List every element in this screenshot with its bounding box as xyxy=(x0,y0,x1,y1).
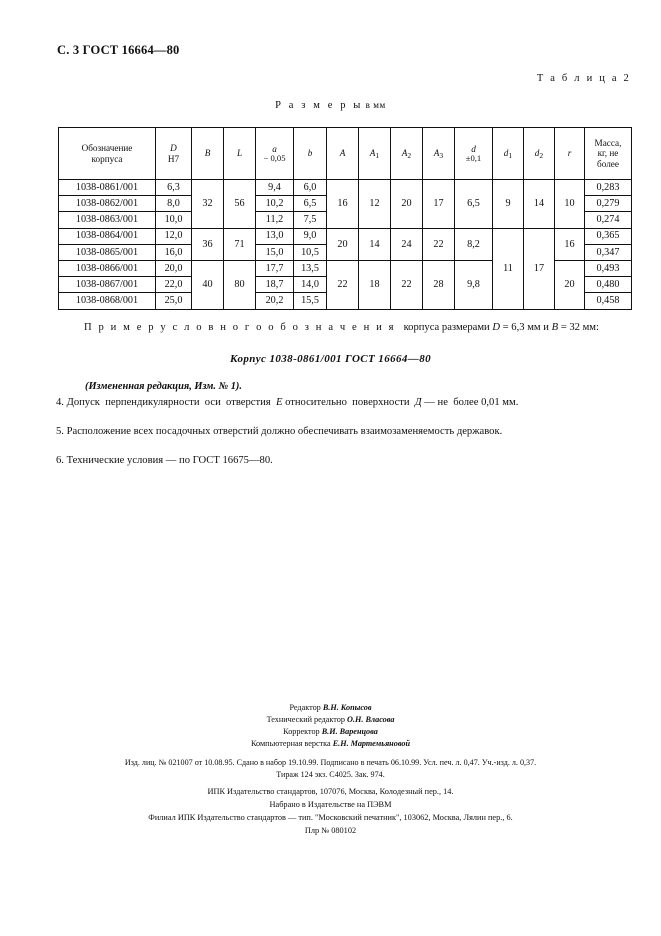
cell-d: 8,2 xyxy=(455,228,493,260)
cell-a: 13,0 xyxy=(256,228,294,244)
cell-a: 15,0 xyxy=(256,244,294,260)
cell-B: 40 xyxy=(192,260,224,309)
example-prefix: П р и м е р у с л о в н о г о о б о з н а ч е н и я xyxy=(84,322,396,333)
th-d2: $d_2$ xyxy=(524,128,555,180)
paragraph-4: 4. Допуск перпендикулярности оси отверстия Е относительно поверхности Д — не более 0,01 мм. xyxy=(56,397,519,408)
cell-L: 71 xyxy=(224,228,256,260)
cell-b: 6,5 xyxy=(294,196,327,212)
units-label-small: в мм xyxy=(365,100,386,110)
paragraph-6: 6. Технические условия — по ГОСТ 16675—80. xyxy=(56,455,273,466)
th-A3: $A_3$ xyxy=(423,128,455,180)
cell-d1: 11 xyxy=(493,228,524,309)
th-d1: $d_1$ xyxy=(493,128,524,180)
th-b: b xyxy=(294,128,327,180)
cell-A3: 22 xyxy=(423,228,455,260)
page-header: С. 3 ГОСТ 16664—80 xyxy=(57,43,180,57)
cell-b: 13,5 xyxy=(294,260,327,276)
th-r: r xyxy=(555,128,585,180)
cell-D: 16,0 xyxy=(156,244,192,260)
imprint-block xyxy=(0,757,661,781)
cell-d1: 9 xyxy=(493,180,524,229)
dimensions-table-wrapper xyxy=(58,127,631,310)
credit-name: Е.Н. Мартемьяновой xyxy=(332,739,411,749)
cell-designation: 1038-0863/001 xyxy=(59,212,156,228)
table-body xyxy=(59,180,632,310)
cell-a: 20,2 xyxy=(256,293,294,309)
cell-A1: 18 xyxy=(359,260,391,309)
credit-line xyxy=(0,702,661,714)
cell-d: 6,5 xyxy=(455,180,493,229)
table-row xyxy=(59,180,632,196)
cell-D: 6,3 xyxy=(156,180,192,196)
cell-a: 9,4 xyxy=(256,180,294,196)
designation-example: Корпус 1038-0861/001 ГОСТ 16664—80 xyxy=(230,353,431,365)
cell-B: 32 xyxy=(192,180,224,229)
cell-d2: 17 xyxy=(524,228,555,309)
publisher-block xyxy=(0,786,661,837)
cell-designation: 1038-0864/001 xyxy=(59,228,156,244)
cell-D: 20,0 xyxy=(156,260,192,276)
cell-b: 10,5 xyxy=(294,244,327,260)
editorial-credits xyxy=(0,702,661,751)
cell-D: 8,0 xyxy=(156,196,192,212)
th-designation: Обозначение корпуса xyxy=(59,128,156,180)
cell-designation: 1038-0861/001 xyxy=(59,180,156,196)
cell-A2: 22 xyxy=(391,260,423,309)
publisher-line-2: Набрано в Издательстве на ПЭВМ xyxy=(269,799,392,809)
publisher-line-1: ИПК Издательство стандартов, 107076, Москва, Колодезный пер., 14. xyxy=(207,787,454,796)
th-d: d ±0,1 xyxy=(455,128,493,180)
cell-b: 9,0 xyxy=(294,228,327,244)
cell-designation: 1038-0868/001 xyxy=(59,293,156,309)
cell-designation: 1038-0867/001 xyxy=(59,277,156,293)
cell-A: 16 xyxy=(327,180,359,229)
cell-D: 22,0 xyxy=(156,277,192,293)
dimensions-table xyxy=(58,127,632,310)
cell-b: 15,5 xyxy=(294,293,327,309)
publisher-line-4: Плр № 080102 xyxy=(304,825,357,835)
cell-A2: 20 xyxy=(391,180,423,229)
credit-role: Корректор xyxy=(283,727,322,737)
imprint-line-2: Тираж 124 экз. С4025. Зак. 974. xyxy=(276,770,385,780)
th-a: a − 0,05 xyxy=(256,128,294,180)
example-rest: корпуса размерами D = 6,3 мм и B = 32 мм: xyxy=(398,322,599,333)
cell-designation: 1038-0865/001 xyxy=(59,244,156,260)
cell-mass: 0,493 xyxy=(585,260,632,276)
cell-A: 20 xyxy=(327,228,359,260)
cell-b: 6,0 xyxy=(294,180,327,196)
cell-designation: 1038-0862/001 xyxy=(59,196,156,212)
cell-mass: 0,458 xyxy=(585,293,632,309)
cell-a: 17,7 xyxy=(256,260,294,276)
credit-name: В.И. Варенцова xyxy=(321,727,378,737)
cell-r: 20 xyxy=(555,260,585,309)
cell-mass: 0,274 xyxy=(585,212,632,228)
credit-role: Компьютерная верстка xyxy=(250,739,333,749)
cell-A2: 24 xyxy=(391,228,423,260)
th-mass: Масса, кг, не более xyxy=(585,128,632,180)
revision-note: (Измененная редакция, Изм. № 1). xyxy=(85,381,242,392)
credit-name: В.Н. Копысов xyxy=(322,703,372,712)
th-B: B xyxy=(192,128,224,180)
cell-r: 10 xyxy=(555,180,585,229)
cell-D: 25,0 xyxy=(156,293,192,309)
publisher-line-3: Филиал ИПК Издательство стандартов — тип. "Московский печатник", 103062, Москва, Лялин пер., 6. xyxy=(148,812,513,822)
cell-A1: 12 xyxy=(359,180,391,229)
cell-b: 7,5 xyxy=(294,212,327,228)
cell-L: 80 xyxy=(224,260,256,309)
credit-name: О.Н. Власова xyxy=(347,715,395,725)
example-designation-line xyxy=(58,322,633,333)
table-header-row xyxy=(59,128,632,180)
table-number-caption: Т а б л и ц а 2 xyxy=(536,73,631,84)
credit-role: Технический редактор xyxy=(266,715,348,725)
cell-B: 36 xyxy=(192,228,224,260)
table-row xyxy=(59,228,632,244)
credit-role: Редактор xyxy=(289,703,323,712)
cell-mass: 0,283 xyxy=(585,180,632,196)
credit-line xyxy=(0,714,661,726)
cell-b: 14,0 xyxy=(294,277,327,293)
cell-D: 10,0 xyxy=(156,212,192,228)
cell-r: 16 xyxy=(555,228,585,260)
cell-A: 22 xyxy=(327,260,359,309)
credit-line xyxy=(0,738,661,750)
cell-A3: 28 xyxy=(423,260,455,309)
table-units-caption xyxy=(0,100,661,111)
cell-L: 56 xyxy=(224,180,256,229)
th-A2: $A_2$ xyxy=(391,128,423,180)
cell-A1: 14 xyxy=(359,228,391,260)
cell-mass: 0,480 xyxy=(585,277,632,293)
cell-mass: 0,347 xyxy=(585,244,632,260)
credit-line xyxy=(0,726,661,738)
cell-designation: 1038-0866/001 xyxy=(59,260,156,276)
imprint-line-1: Изд. лиц. № 021007 от 10.08.95. Сдано в набор 19.10.99. Подписано в печать 06.10.99. Усл. печ. л. 0,47. Уч.-изд. л. 0,37. xyxy=(124,758,537,767)
th-A: A xyxy=(327,128,359,180)
cell-a: 11,2 xyxy=(256,212,294,228)
th-L: L xyxy=(224,128,256,180)
units-label-spaced: Р а з м е р ы xyxy=(275,100,363,111)
cell-mass: 0,365 xyxy=(585,228,632,244)
th-A1: $A_1$ xyxy=(359,128,391,180)
cell-d: 9,8 xyxy=(455,260,493,309)
cell-A3: 17 xyxy=(423,180,455,229)
cell-a: 18,7 xyxy=(256,277,294,293)
paragraph-5: 5. Расположение всех посадочных отверстий должно обеспечивать взаимозаменяемость державок. xyxy=(56,426,503,437)
th-D: D H7 xyxy=(156,128,192,180)
cell-a: 10,2 xyxy=(256,196,294,212)
cell-d2: 14 xyxy=(524,180,555,229)
cell-mass: 0,279 xyxy=(585,196,632,212)
cell-D: 12,0 xyxy=(156,228,192,244)
